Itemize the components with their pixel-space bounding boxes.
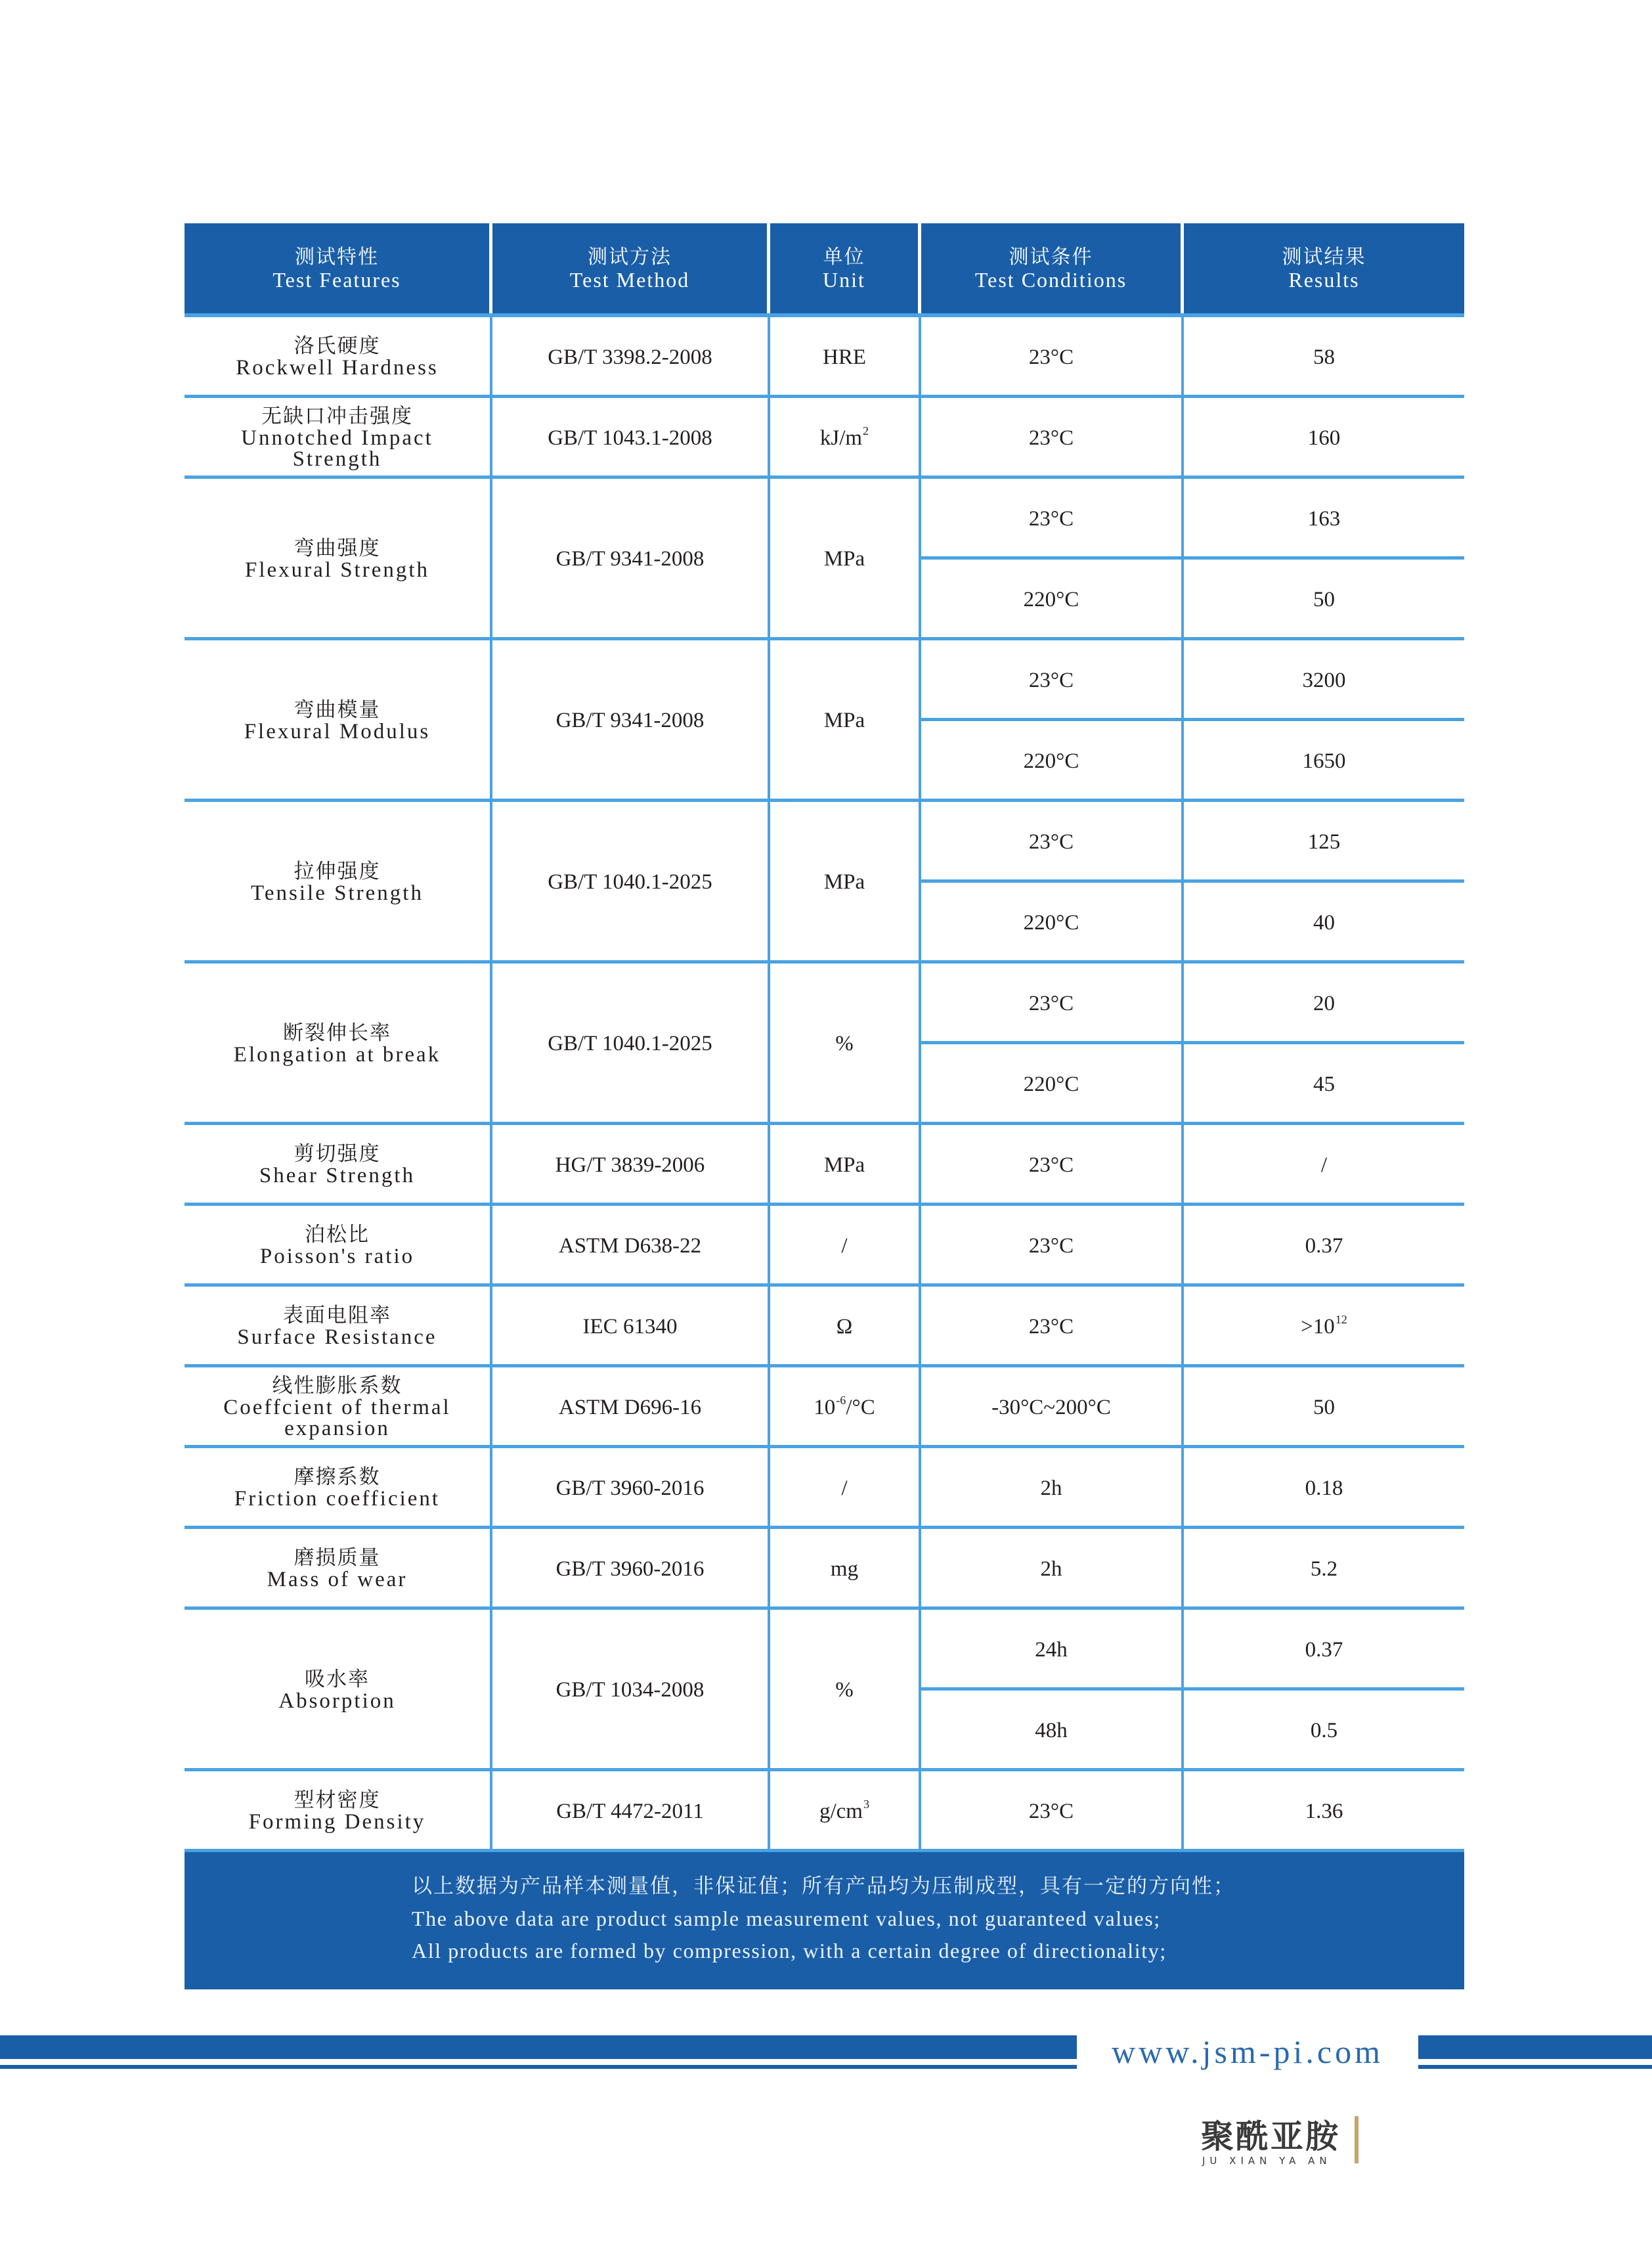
feature-name-zh: 型材密度 xyxy=(293,1788,381,1812)
method-cell xyxy=(492,1771,770,1852)
feature-cell xyxy=(185,1206,492,1287)
method-cell xyxy=(492,479,770,640)
feature-name-en: Shear Strength xyxy=(259,1164,416,1187)
method-cell xyxy=(492,1287,770,1367)
unit-text xyxy=(831,1556,858,1582)
unit-text xyxy=(835,1030,854,1057)
result-value: 163 xyxy=(1307,506,1341,531)
unit-value: Ω xyxy=(836,1314,853,1339)
header-label-zh: 单位 xyxy=(823,245,865,269)
condition-cell xyxy=(921,1529,1184,1610)
result-value: 0.18 xyxy=(1305,1476,1343,1500)
method-cell xyxy=(492,963,770,1125)
condition-cell xyxy=(921,640,1184,721)
unit-value: MPa xyxy=(823,870,865,894)
feature-name-en: Mass of wear xyxy=(267,1568,408,1591)
unit-value: / xyxy=(841,1476,848,1500)
feature-name-en: Flexural Modulus xyxy=(244,719,431,743)
feature-cell xyxy=(185,1125,492,1206)
condition-value: 2h xyxy=(1040,1476,1062,1500)
unit-text xyxy=(824,1152,865,1178)
feature-name-en: Rockwell Hardness xyxy=(236,356,439,380)
result-cell xyxy=(1184,317,1464,398)
method-value: GB/T 1040.1-2025 xyxy=(548,870,712,894)
unit-cell xyxy=(770,640,921,802)
feature-name-zh: 断裂伸长率 xyxy=(283,1021,391,1045)
condition-cell xyxy=(921,1125,1184,1206)
feature-name-en: Elongation at break xyxy=(233,1042,441,1067)
feature-name-en: Forming Density xyxy=(248,1810,426,1834)
feature-name-en: Absorption xyxy=(278,1689,396,1713)
condition-value: 220°C xyxy=(1023,749,1079,773)
result-superscript: 12 xyxy=(1335,1312,1347,1326)
unit-cell xyxy=(770,398,921,479)
condition-cell xyxy=(921,560,1184,640)
condition-value: 220°C xyxy=(1023,910,1079,935)
result-text xyxy=(1313,1394,1335,1421)
result-cell xyxy=(1184,721,1464,802)
feature-cell xyxy=(185,640,492,802)
condition-cell xyxy=(921,721,1184,802)
unit-value: % xyxy=(835,1678,854,1702)
header-label-zh: 测试条件 xyxy=(1009,245,1093,269)
brand-logo-name: 聚酰亚胺 xyxy=(1201,2117,1340,2156)
result-cell xyxy=(1184,1044,1464,1125)
result-text xyxy=(1303,667,1346,694)
unit-superscript: 2 xyxy=(863,424,869,437)
unit-cell xyxy=(770,1287,921,1367)
condition-cell xyxy=(921,1044,1184,1125)
brand-logo-divider xyxy=(1355,2116,1359,2163)
condition-value: 23°C xyxy=(1028,991,1074,1015)
feature-name-zh: 洛氏硬度 xyxy=(293,334,381,358)
result-text xyxy=(1308,425,1341,451)
condition-cell xyxy=(921,317,1184,398)
condition-value: 48h xyxy=(1035,1718,1068,1742)
header-label-zh: 测试方法 xyxy=(588,245,672,269)
feature-name-zh: 磨损质量 xyxy=(293,1546,381,1570)
feature-cell xyxy=(185,1367,492,1448)
condition-cell xyxy=(921,883,1184,963)
unit-text xyxy=(823,344,866,370)
unit-cell xyxy=(770,1610,921,1771)
result-value: 0.37 xyxy=(1305,1637,1343,1662)
result-cell xyxy=(1184,1529,1464,1610)
unit-value: % xyxy=(835,1032,854,1055)
unit-cell xyxy=(770,1529,921,1610)
condition-value: 23°C xyxy=(1028,426,1074,450)
feature-name-zh: 剪切强度 xyxy=(293,1142,381,1166)
header-cell-unit xyxy=(770,223,921,313)
unit-value: / xyxy=(841,1233,848,1258)
result-text xyxy=(1313,587,1335,613)
result-text xyxy=(1305,1798,1343,1825)
result-cell xyxy=(1184,640,1464,721)
unit-cell xyxy=(770,479,921,640)
condition-cell xyxy=(921,398,1184,479)
unit-text xyxy=(841,1233,847,1259)
result-value: 160 xyxy=(1307,426,1341,450)
result-value: >10 xyxy=(1301,1314,1335,1339)
footer-bar-right-thin xyxy=(1418,2065,1652,2069)
unit-cell xyxy=(770,1771,921,1852)
result-value: 1650 xyxy=(1302,749,1346,773)
result-text xyxy=(1308,829,1341,855)
result-value: 40 xyxy=(1313,910,1335,935)
result-value: 125 xyxy=(1307,830,1341,854)
condition-value: 23°C xyxy=(1028,830,1074,854)
result-cell xyxy=(1184,1448,1464,1529)
result-text xyxy=(1305,1637,1343,1663)
method-value: GB/T 4472-2011 xyxy=(556,1799,704,1823)
unit-cell xyxy=(770,1125,921,1206)
unit-cell xyxy=(770,1206,921,1287)
result-text xyxy=(1311,1717,1337,1744)
header-label-zh: 测试结果 xyxy=(1282,245,1366,269)
header-cell-results xyxy=(1184,223,1464,313)
feature-name-en: Surface Resistance xyxy=(237,1325,437,1349)
website-url: www.jsm-pi.com xyxy=(1112,2033,1383,2070)
feature-cell xyxy=(185,1448,492,1529)
condition-value: 220°C xyxy=(1023,1072,1079,1096)
feature-cell xyxy=(185,398,492,479)
result-cell xyxy=(1184,1125,1464,1206)
feature-name-en: Friction coefficient xyxy=(234,1487,441,1511)
unit-value: g/cm xyxy=(819,1799,863,1823)
feature-name-en: Coeffcient of thermal expansion xyxy=(223,1396,451,1440)
feature-name-en: Tensile Strength xyxy=(251,881,424,905)
result-value: 58 xyxy=(1313,345,1335,369)
header-label-en: Test Method xyxy=(569,267,690,292)
unit-cell xyxy=(770,317,921,398)
result-value: 50 xyxy=(1313,1395,1335,1419)
result-text xyxy=(1301,1314,1347,1340)
feature-name-zh: 摩擦系数 xyxy=(293,1465,381,1489)
header-label-en: Test Features xyxy=(272,267,401,292)
result-cell xyxy=(1184,1610,1464,1691)
result-cell xyxy=(1184,963,1464,1044)
result-cell xyxy=(1184,1367,1464,1448)
result-cell xyxy=(1184,1771,1464,1852)
feature-cell xyxy=(185,1287,492,1367)
footer-bar-left-thick xyxy=(0,2035,1077,2059)
disclaimer-line-zh: 以上数据为产品样本测量值，非保证值；所有产品均为压制成型，具有一定的方向性； xyxy=(412,1874,1235,1898)
condition-value: -30°C~200°C xyxy=(991,1395,1111,1419)
condition-value: 2h xyxy=(1040,1557,1062,1581)
result-value: 45 xyxy=(1313,1072,1335,1096)
result-text xyxy=(1311,1556,1337,1582)
header-cell-method xyxy=(492,223,770,313)
feature-name-en: Unnotched Impact Strength xyxy=(241,426,433,471)
result-cell xyxy=(1184,479,1464,560)
feature-cell xyxy=(185,317,492,398)
result-text xyxy=(1313,1071,1335,1097)
condition-value: 220°C xyxy=(1023,587,1079,611)
unit-text xyxy=(819,1798,869,1825)
unit-cell xyxy=(770,1448,921,1529)
feature-cell xyxy=(185,1610,492,1771)
condition-value: 23°C xyxy=(1028,668,1074,692)
unit-value: MPa xyxy=(823,547,865,571)
result-cell xyxy=(1184,398,1464,479)
unit-text xyxy=(820,425,869,451)
unit-suffix: /°C xyxy=(846,1395,875,1419)
method-value: GB/T 1043.1-2008 xyxy=(548,426,712,450)
result-value: 0.5 xyxy=(1310,1718,1338,1742)
result-text xyxy=(1321,1152,1327,1178)
header-cell-features xyxy=(185,223,492,313)
unit-text xyxy=(837,1314,853,1340)
unit-superscript: -6 xyxy=(836,1393,846,1407)
result-cell xyxy=(1184,1691,1464,1771)
condition-cell xyxy=(921,1610,1184,1691)
method-value: GB/T 3398.2-2008 xyxy=(548,345,712,369)
feature-name-zh: 无缺口冲击强度 xyxy=(261,405,413,428)
condition-cell xyxy=(921,1771,1184,1852)
feature-name-zh: 弯曲模量 xyxy=(293,697,381,722)
feature-cell xyxy=(185,1529,492,1610)
feature-cell xyxy=(185,479,492,640)
result-cell xyxy=(1184,1206,1464,1287)
result-value: 3200 xyxy=(1302,668,1346,692)
unit-value: MPa xyxy=(823,1153,865,1177)
method-cell xyxy=(492,640,770,802)
unit-cell xyxy=(770,802,921,963)
feature-cell xyxy=(185,1771,492,1852)
method-value: GB/T 9341-2008 xyxy=(555,709,705,732)
result-text xyxy=(1313,910,1335,936)
header-label-en: Test Conditions xyxy=(974,267,1127,292)
result-cell xyxy=(1184,1287,1464,1367)
result-value: 1.36 xyxy=(1305,1799,1343,1823)
result-value: 50 xyxy=(1313,587,1335,611)
result-cell xyxy=(1184,883,1464,963)
method-cell xyxy=(492,317,770,398)
method-cell xyxy=(492,1367,770,1448)
method-value: GB/T 3960-2016 xyxy=(555,1476,705,1500)
header-cell-conditions xyxy=(921,223,1184,313)
unit-cell xyxy=(770,1367,921,1448)
method-cell xyxy=(492,1448,770,1529)
method-cell xyxy=(492,1125,770,1206)
unit-value: 10 xyxy=(814,1395,836,1419)
result-text xyxy=(1313,344,1335,370)
result-cell xyxy=(1184,802,1464,883)
method-cell xyxy=(492,1206,770,1287)
unit-value: mg xyxy=(830,1557,859,1581)
header-label-en: Results xyxy=(1288,267,1360,292)
unit-text xyxy=(824,546,865,572)
table-header xyxy=(185,223,1464,317)
method-value: IEC 61340 xyxy=(582,1314,678,1339)
unit-text xyxy=(824,869,865,895)
method-value: GB/T 9341-2008 xyxy=(555,547,705,571)
condition-cell xyxy=(921,1287,1184,1367)
header-label-en: Unit xyxy=(823,267,865,292)
unit-superscript: 3 xyxy=(863,1797,870,1811)
method-value: GB/T 1040.1-2025 xyxy=(548,1032,712,1055)
feature-name-zh: 线性膨胀系数 xyxy=(272,1374,402,1398)
disclaimer-line-en-1: The above data are product sample measurement values, not guaranteed values; xyxy=(412,1907,1161,1930)
feature-cell xyxy=(185,802,492,963)
method-value: ASTM D638-22 xyxy=(558,1233,702,1258)
method-value: ASTM D696-16 xyxy=(558,1395,702,1419)
unit-text xyxy=(824,707,865,734)
result-text xyxy=(1305,1475,1343,1501)
result-text xyxy=(1303,748,1346,774)
method-value: GB/T 3960-2016 xyxy=(555,1557,705,1581)
condition-cell xyxy=(921,1691,1184,1771)
condition-value: 23°C xyxy=(1028,1233,1074,1258)
brand-logo-pinyin: JU XIAN YA AN xyxy=(1202,2155,1332,2167)
feature-name-en: Flexural Strength xyxy=(244,558,430,582)
condition-value: 24h xyxy=(1035,1637,1068,1662)
properties-table xyxy=(185,317,1464,1852)
method-cell xyxy=(492,398,770,479)
feature-name-zh: 拉伸强度 xyxy=(293,859,381,883)
condition-value: 23°C xyxy=(1028,1314,1074,1339)
unit-value: kJ/m xyxy=(819,426,863,450)
disclaimer-note xyxy=(185,1852,1464,1989)
unit-value: MPa xyxy=(823,709,865,732)
result-value: 20 xyxy=(1313,991,1335,1015)
feature-cell xyxy=(185,963,492,1125)
method-cell xyxy=(492,1610,770,1771)
feature-name-zh: 泊松比 xyxy=(305,1223,370,1247)
footer-bar-right-thick xyxy=(1418,2035,1652,2059)
condition-cell xyxy=(921,963,1184,1044)
result-text xyxy=(1308,506,1341,532)
method-cell xyxy=(492,1529,770,1610)
result-value: 5.2 xyxy=(1310,1557,1338,1581)
method-value: GB/T 1034-2008 xyxy=(555,1678,705,1702)
feature-name-en: Poisson's ratio xyxy=(259,1245,415,1268)
condition-cell xyxy=(921,479,1184,560)
unit-text xyxy=(835,1677,854,1703)
condition-cell xyxy=(921,1448,1184,1529)
condition-cell xyxy=(921,1367,1184,1448)
method-cell xyxy=(492,802,770,963)
unit-text xyxy=(841,1475,847,1501)
feature-name-zh: 表面电阻率 xyxy=(283,1304,391,1327)
method-value: HG/T 3839-2006 xyxy=(555,1153,705,1177)
result-text xyxy=(1313,990,1335,1017)
unit-cell xyxy=(770,963,921,1125)
condition-value: 23°C xyxy=(1028,1799,1074,1823)
result-value: 0.37 xyxy=(1305,1233,1343,1258)
header-label-zh: 测试特性 xyxy=(295,245,379,269)
condition-value: 23°C xyxy=(1028,345,1074,369)
result-text xyxy=(1305,1233,1343,1259)
condition-value: 23°C xyxy=(1028,506,1074,531)
unit-value: HRE xyxy=(823,345,866,369)
disclaimer-line-en-2: All products are formed by compression, with a certain degree of directionality; xyxy=(412,1939,1167,1962)
condition-value: 23°C xyxy=(1028,1153,1074,1177)
result-value: / xyxy=(1320,1153,1328,1177)
condition-cell xyxy=(921,1206,1184,1287)
feature-name-zh: 弯曲强度 xyxy=(293,536,381,560)
unit-text xyxy=(814,1394,875,1421)
condition-cell xyxy=(921,802,1184,883)
feature-name-zh: 吸水率 xyxy=(305,1667,370,1691)
result-cell xyxy=(1184,560,1464,640)
footer-bar-left-thin xyxy=(0,2065,1077,2069)
